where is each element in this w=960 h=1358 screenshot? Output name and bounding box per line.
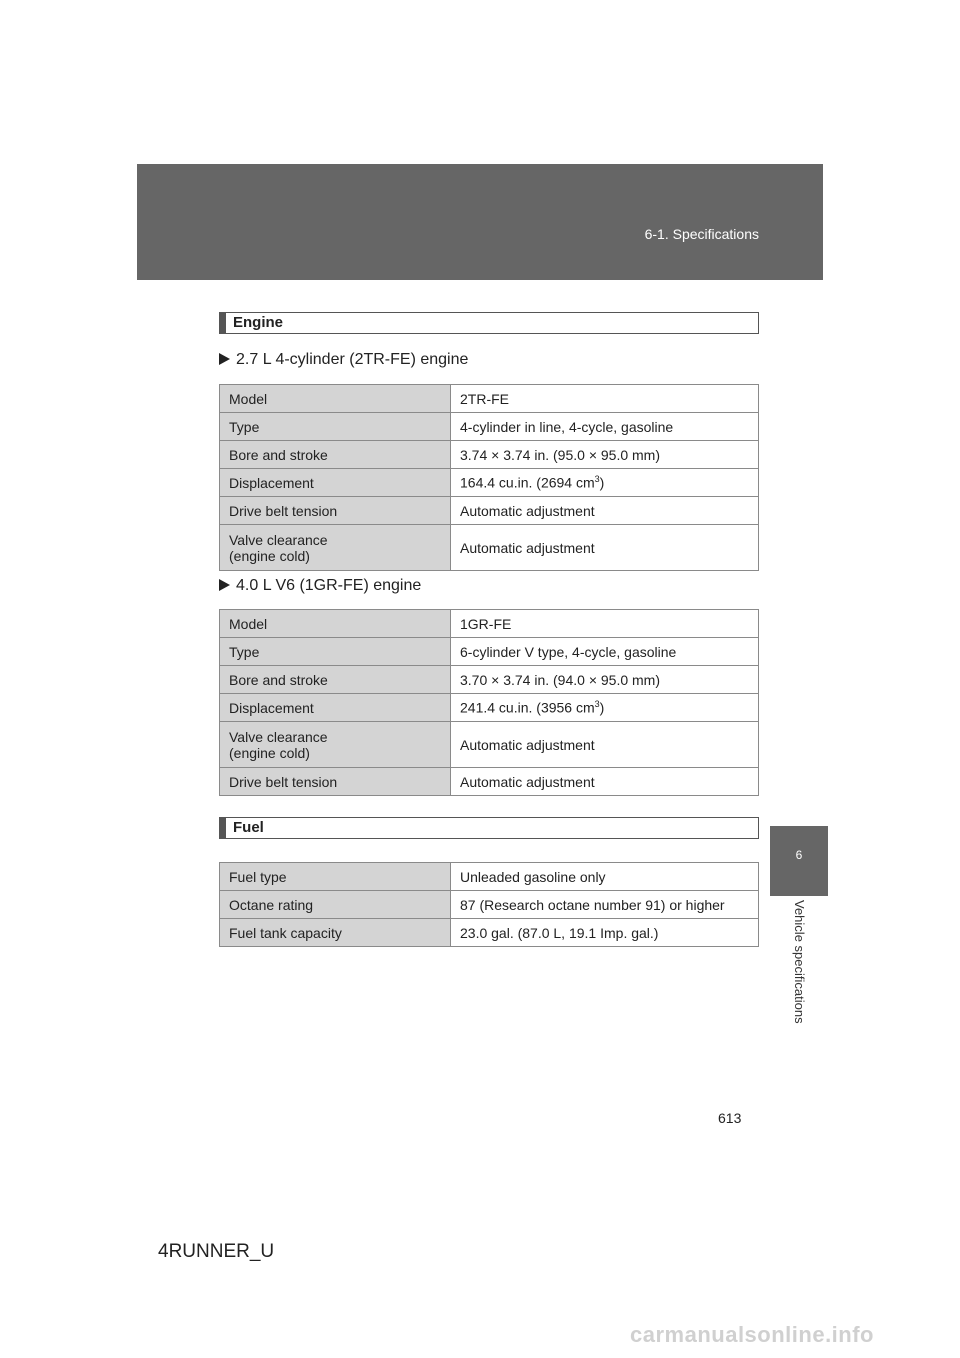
spec-key (220, 722, 451, 768)
fuel-table (219, 862, 759, 947)
spec-key: Drive belt tension (220, 768, 451, 796)
table-row (220, 891, 759, 919)
spec-key-line1: Valve clearance (229, 531, 328, 548)
engine-b-table (219, 609, 759, 796)
engine-a-heading-text: 2.7 L 4-cylinder (2TR-FE) engine (236, 351, 469, 368)
spec-value: Unleaded gasoline only (451, 863, 759, 891)
spec-value: 3.74 × 3.74 in. (95.0 × 95.0 mm) (451, 441, 759, 469)
spec-value (451, 694, 759, 722)
fuel-title: Fuel (233, 819, 264, 836)
close-paren: ) (599, 699, 605, 716)
spec-value (451, 469, 759, 497)
table-row (220, 610, 759, 638)
engine-section-heading (219, 312, 759, 334)
table-row (220, 694, 759, 722)
table-row (220, 385, 759, 413)
engine-b-heading-text: 4.0 L V6 (1GR-FE) engine (236, 577, 422, 594)
table-row (220, 638, 759, 666)
spec-key: Bore and stroke (220, 441, 451, 469)
triangle-bullet-icon (219, 579, 230, 591)
table-row (220, 469, 759, 497)
spec-key (220, 525, 451, 571)
table-row (220, 722, 759, 768)
table-row (220, 413, 759, 441)
spec-value: Automatic adjustment (451, 722, 759, 768)
engine-title: Engine (233, 314, 284, 331)
table-row (220, 919, 759, 947)
table-row (220, 497, 759, 525)
section-header: 6-1. Specifications (644, 226, 759, 242)
unit-exponent: 3 (594, 699, 600, 710)
document-id: 4RUNNER_U (158, 1241, 275, 1262)
spec-key: Fuel type (220, 863, 451, 891)
spec-key-line1: Valve clearance (229, 728, 328, 745)
header-band (137, 164, 823, 280)
spec-key: Fuel tank capacity (220, 919, 451, 947)
table-row (220, 666, 759, 694)
section-marker (220, 818, 226, 838)
spec-key: Model (220, 385, 451, 413)
spec-value: 6-cylinder V type, 4-cycle, gasoline (451, 638, 759, 666)
spec-value: 1GR-FE (451, 610, 759, 638)
chapter-label: Vehicle specifications (792, 900, 807, 1024)
spec-value: 3.70 × 3.74 in. (94.0 × 95.0 mm) (451, 666, 759, 694)
spec-value: 87 (Research octane number 91) or higher (451, 891, 759, 919)
spec-key: Octane rating (220, 891, 451, 919)
spec-key: Model (220, 610, 451, 638)
engine-b-heading (219, 577, 421, 595)
triangle-bullet-icon (219, 353, 230, 365)
section-marker (220, 313, 226, 333)
table-row (220, 525, 759, 571)
spec-key: Type (220, 638, 451, 666)
spec-value: Automatic adjustment (451, 525, 759, 571)
watermark: carmanualsonline.info (630, 1322, 874, 1347)
spec-key: Displacement (220, 694, 451, 722)
spec-value: Automatic adjustment (451, 497, 759, 525)
spec-key: Bore and stroke (220, 666, 451, 694)
engine-a-heading (219, 351, 468, 369)
spec-key: Drive belt tension (220, 497, 451, 525)
unit-exponent: 3 (594, 474, 600, 485)
spec-value: 4-cylinder in line, 4-cycle, gasoline (451, 413, 759, 441)
spec-key-line2: (engine cold) (229, 744, 310, 761)
close-paren: ) (599, 474, 605, 491)
spec-value: Automatic adjustment (451, 768, 759, 796)
spec-key: Displacement (220, 469, 451, 497)
spec-value: 2TR-FE (451, 385, 759, 413)
table-row (220, 768, 759, 796)
fuel-section-heading (219, 817, 759, 839)
page-number: 613 (718, 1110, 742, 1126)
chapter-number: 6 (795, 848, 803, 862)
displacement-value: 164.4 cu.in. (2694 cm (460, 474, 595, 491)
table-row (220, 441, 759, 469)
table-row (220, 863, 759, 891)
spec-key: Type (220, 413, 451, 441)
engine-a-table (219, 384, 759, 571)
spec-key-line2: (engine cold) (229, 547, 310, 564)
spec-value: 23.0 gal. (87.0 L, 19.1 Imp. gal.) (451, 919, 759, 947)
chapter-tab (770, 826, 828, 896)
displacement-value: 241.4 cu.in. (3956 cm (460, 699, 595, 716)
